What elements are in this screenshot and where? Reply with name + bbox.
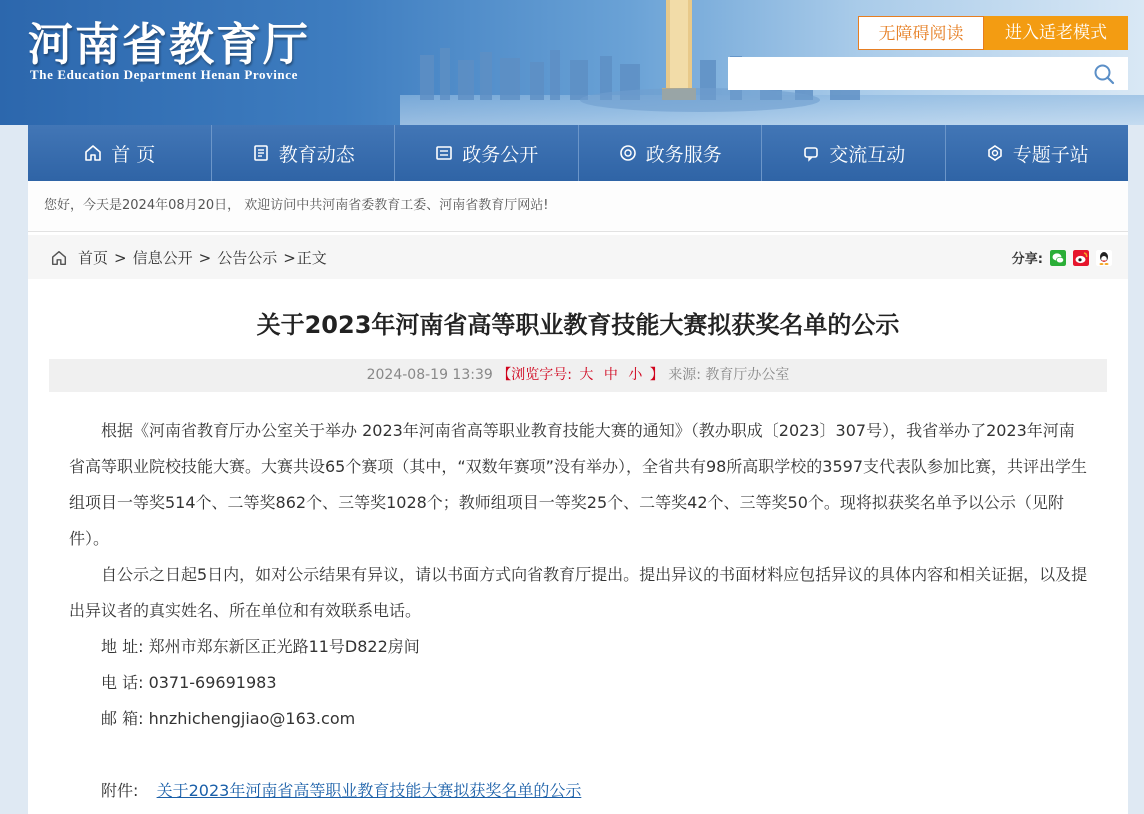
elder-mode-button[interactable]: 进入适老模式 (984, 16, 1128, 50)
wechat-icon[interactable] (1050, 250, 1066, 266)
attachment-link[interactable]: 关于2023年河南省高等职业教育技能大赛拟获奖名单的公示 (156, 781, 582, 800)
nav-item-label: 交流互动 (829, 143, 906, 166)
accessible-reading-button[interactable]: 无障碍阅读 (858, 16, 984, 50)
share-bar (1012, 248, 1112, 267)
nav-item-government-affairs[interactable] (395, 125, 579, 181)
breadcrumb-separator: > (114, 248, 127, 267)
share-label: 分享: (1011, 252, 1043, 267)
nav-item-label: 教育动态 (278, 143, 355, 166)
main-navigation (28, 125, 1128, 181)
article-paragraph: 自公示之日起5日内，如对公示结果有异议，请以书面方式向省教育厅提出。提出异议的书面材料应包括异议的具体内容和相关证据，以及提出异议者的真实姓名、所在单位和有效联系电话。 (69, 565, 1088, 620)
nav-item-home[interactable] (28, 125, 212, 181)
search-input[interactable] (728, 57, 1088, 90)
nav-item-education-news[interactable] (212, 125, 396, 181)
nav-item-label: 政务公开 (462, 143, 539, 166)
breadcrumb-home[interactable]: 首页 (78, 249, 109, 267)
site-header (0, 0, 1144, 125)
article-date: 2024-08-19 13:39 (366, 367, 493, 383)
qq-icon[interactable] (1096, 250, 1112, 266)
topic-icon (985, 143, 1005, 163)
nav-item-label: 政务服务 (645, 143, 722, 166)
article-paragraph: 根据《河南省教育厅办公室关于举办 2023年河南省高等职业教育技能大赛的通知》（教办职成〔2023〕307号），我省举办了2023年河南省高等职业院校技能大赛。大赛共设65个赛项（其中，“双数年赛项”没有举办），全省共有98所高职学校的3597支代表队参加比赛，共评出学生组项目一等奖514个、二等奖862个、三等奖1028个；教师组项目一等奖25个、二等奖42个、三等奖50个。现将拟获奖名单予以公示（见附件）。 (69, 421, 1088, 548)
welcome-message: 您好，今天是2024年08月20日， 欢迎访问中共河南省委教育工委、河南省教育厅网站! (28, 181, 1128, 232)
attachment-row (69, 773, 1089, 809)
font-size-small-button[interactable]: 小 (628, 367, 643, 383)
contact-email: 邮 箱: hnzhichengjiao@163.com (101, 709, 356, 728)
nav-item-label: 专题子站 (1012, 143, 1089, 166)
site-logo-subtitle: The Education Department Henan Province (30, 67, 298, 82)
article-body (69, 413, 1089, 809)
contact-address: 地 址: 郑州市郑东新区正光路11号D822房间 (101, 637, 420, 656)
search-icon[interactable] (1092, 62, 1116, 86)
breadcrumb (50, 247, 327, 268)
font-size-large-button[interactable]: 大 (579, 367, 594, 383)
home-icon (83, 143, 103, 163)
interaction-icon (801, 143, 821, 163)
breadcrumb-separator: > (198, 248, 212, 267)
article-meta (49, 359, 1107, 392)
breadcrumb-bar (28, 235, 1128, 279)
spacer (69, 737, 1089, 773)
font-size-medium-button[interactable]: 中 (603, 367, 618, 383)
nav-item-government-services[interactable] (579, 125, 763, 181)
service-icon (618, 143, 638, 163)
font-size-close: 】 (649, 367, 664, 383)
document-icon (434, 143, 454, 163)
nav-item-interaction[interactable] (762, 125, 946, 181)
weibo-icon[interactable] (1073, 250, 1089, 266)
main-content (28, 181, 1128, 814)
contact-phone: 电 话: 0371-69691983 (101, 673, 277, 692)
breadcrumb-separator: > (283, 248, 296, 267)
font-size-label: 【浏览字号: (497, 367, 572, 383)
article-source: 来源: 教育厅办公室 (668, 367, 790, 383)
breadcrumb-announcements[interactable]: 公告公示 (217, 249, 278, 267)
site-logo-title: 河南省教育厅 (28, 18, 311, 71)
article-title: 关于2023年河南省高等职业教育技能大赛拟获奖名单的公示 (256, 311, 900, 339)
nav-item-topic-sites[interactable] (946, 125, 1129, 181)
home-icon (50, 249, 68, 267)
breadcrumb-info-public[interactable]: 信息公开 (132, 249, 193, 267)
news-icon (251, 143, 271, 163)
breadcrumb-current: 正文 (296, 249, 327, 267)
nav-item-label: 首 页 (111, 143, 156, 166)
attachment-label: 附件: (101, 781, 139, 800)
